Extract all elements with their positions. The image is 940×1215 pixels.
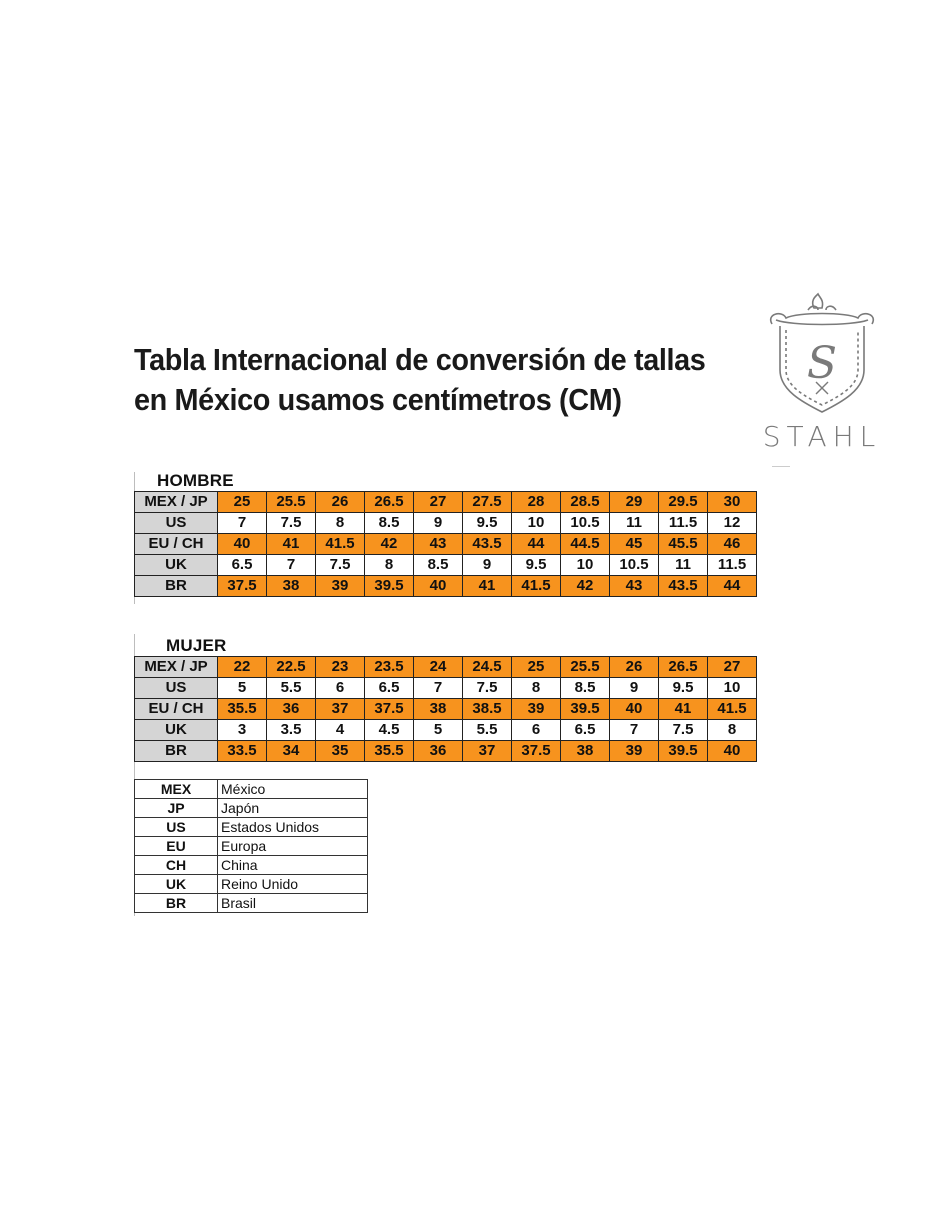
size-cell: 35 [316,741,365,762]
row-header: BR [135,576,218,597]
size-cell: 10 [561,555,610,576]
size-cell: 35.5 [218,699,267,720]
size-cell: 30 [708,492,757,513]
size-cell: 43 [610,576,659,597]
country-legend-table [134,779,368,913]
size-cell: 46 [708,534,757,555]
size-cell: 36 [267,699,316,720]
size-cell: 8 [512,678,561,699]
size-cell: 22 [218,657,267,678]
size-cell: 5.5 [267,678,316,699]
size-cell: 9.5 [512,555,561,576]
size-cell: 11 [610,513,659,534]
size-cell: 8.5 [414,555,463,576]
size-cell: 23 [316,657,365,678]
table-row [135,492,757,513]
size-cell: 39 [512,699,561,720]
size-cell: 8 [708,720,757,741]
legend-row [135,894,368,913]
size-cell: 43 [414,534,463,555]
legend-country-name: China [218,856,368,875]
stahl-logo [752,290,892,470]
size-cell: 40 [414,576,463,597]
page-title [134,340,705,420]
size-cell: 7.5 [316,555,365,576]
size-cell: 10 [512,513,561,534]
row-header: MEX / JP [135,657,218,678]
size-cell: 25 [218,492,267,513]
size-cell: 10.5 [561,513,610,534]
size-cell: 39 [316,576,365,597]
size-cell: 25.5 [561,657,610,678]
size-cell: 3 [218,720,267,741]
legend-country-name: Reino Unido [218,875,368,894]
size-cell: 4.5 [365,720,414,741]
size-cell: 9 [414,513,463,534]
legend-country-name: México [218,780,368,799]
size-cell: 5.5 [463,720,512,741]
row-header: BR [135,741,218,762]
size-cell: 5 [218,678,267,699]
size-cell: 6 [316,678,365,699]
size-cell: 41.5 [512,576,561,597]
size-cell: 42 [561,576,610,597]
size-cell: 7.5 [463,678,512,699]
size-cell: 37.5 [365,699,414,720]
monogram-letter: S [806,338,838,389]
size-cell: 35.5 [365,741,414,762]
table-row [135,657,757,678]
legend-row [135,875,368,894]
legend-code: CH [135,856,218,875]
size-cell: 4 [316,720,365,741]
table-row [135,555,757,576]
size-cell: 42 [365,534,414,555]
size-cell: 9.5 [659,678,708,699]
size-cell: 3.5 [267,720,316,741]
size-cell: 10 [708,678,757,699]
legend-row [135,818,368,837]
logo-divider [772,466,790,467]
size-cell: 37 [316,699,365,720]
size-cell: 41.5 [708,699,757,720]
size-cell: 25 [512,657,561,678]
row-header: EU / CH [135,699,218,720]
size-cell: 44 [512,534,561,555]
size-cell: 24.5 [463,657,512,678]
legend-code: US [135,818,218,837]
mujer-size-table [134,656,757,762]
size-cell: 27.5 [463,492,512,513]
size-cell: 41 [463,576,512,597]
size-cell: 8.5 [365,513,414,534]
size-cell: 37.5 [218,576,267,597]
size-cell: 41.5 [316,534,365,555]
size-cell: 26 [316,492,365,513]
legend-code: MEX [135,780,218,799]
crest-icon [752,290,892,420]
mujer-section-label: MUJER [166,636,227,655]
size-cell: 34 [267,741,316,762]
size-cell: 39 [610,741,659,762]
size-cell: 10.5 [610,555,659,576]
legend-code: EU [135,837,218,856]
size-cell: 11 [659,555,708,576]
size-cell: 44 [708,576,757,597]
size-cell: 39.5 [365,576,414,597]
size-cell: 7 [218,513,267,534]
size-cell: 39.5 [561,699,610,720]
size-cell: 7.5 [659,720,708,741]
size-cell: 26 [610,657,659,678]
brand-wordmark: STAHL [762,420,882,453]
size-cell: 24 [414,657,463,678]
title-line-1: Tabla Internacional de conversión de tallas [134,342,706,377]
size-cell: 12 [708,513,757,534]
size-cell: 7.5 [267,513,316,534]
legend-code: BR [135,894,218,913]
legend-country-name: Europa [218,837,368,856]
size-cell: 7 [610,720,659,741]
size-cell: 9.5 [463,513,512,534]
size-cell: 6.5 [561,720,610,741]
size-cell: 8 [316,513,365,534]
row-header: UK [135,720,218,741]
legend-country-name: Estados Unidos [218,818,368,837]
legend-row [135,799,368,818]
size-cell: 6.5 [365,678,414,699]
size-cell: 28.5 [561,492,610,513]
table-row [135,741,757,762]
size-cell: 29.5 [659,492,708,513]
size-cell: 9 [463,555,512,576]
row-header: UK [135,555,218,576]
table-row [135,678,757,699]
size-cell: 29 [610,492,659,513]
size-cell: 36 [414,741,463,762]
size-cell: 38 [561,741,610,762]
size-cell: 6.5 [218,555,267,576]
size-cell: 40 [610,699,659,720]
table-row [135,513,757,534]
size-cell: 45 [610,534,659,555]
size-cell: 43.5 [659,576,708,597]
legend-code: UK [135,875,218,894]
title-line-2: en México usamos centímetros (CM) [134,382,622,417]
size-cell: 33.5 [218,741,267,762]
size-cell: 26.5 [365,492,414,513]
legend-row [135,837,368,856]
size-cell: 41 [267,534,316,555]
hombre-section-label: HOMBRE [157,471,234,490]
size-cell: 11.5 [659,513,708,534]
size-cell: 23.5 [365,657,414,678]
size-cell: 8 [365,555,414,576]
size-cell: 6 [512,720,561,741]
size-cell: 11.5 [708,555,757,576]
size-cell: 28 [512,492,561,513]
size-cell: 39.5 [659,741,708,762]
size-cell: 40 [708,741,757,762]
row-header: MEX / JP [135,492,218,513]
size-cell: 40 [218,534,267,555]
legend-country-name: Brasil [218,894,368,913]
size-cell: 25.5 [267,492,316,513]
size-cell: 7 [267,555,316,576]
size-cell: 45.5 [659,534,708,555]
table-row [135,534,757,555]
row-header: US [135,513,218,534]
size-cell: 44.5 [561,534,610,555]
size-cell: 38 [414,699,463,720]
table-row [135,576,757,597]
size-cell: 43.5 [463,534,512,555]
table-row [135,699,757,720]
size-cell: 5 [414,720,463,741]
size-cell: 27 [708,657,757,678]
size-cell: 26.5 [659,657,708,678]
legend-row [135,856,368,875]
size-cell: 37 [463,741,512,762]
size-cell: 27 [414,492,463,513]
legend-row [135,780,368,799]
size-cell: 9 [610,678,659,699]
size-cell: 7 [414,678,463,699]
legend-code: JP [135,799,218,818]
size-cell: 38 [267,576,316,597]
size-cell: 41 [659,699,708,720]
row-header: US [135,678,218,699]
size-cell: 22.5 [267,657,316,678]
legend-country-name: Japón [218,799,368,818]
size-cell: 8.5 [561,678,610,699]
size-cell: 37.5 [512,741,561,762]
table-row [135,720,757,741]
size-cell: 38.5 [463,699,512,720]
row-header: EU / CH [135,534,218,555]
hombre-size-table [134,491,757,597]
